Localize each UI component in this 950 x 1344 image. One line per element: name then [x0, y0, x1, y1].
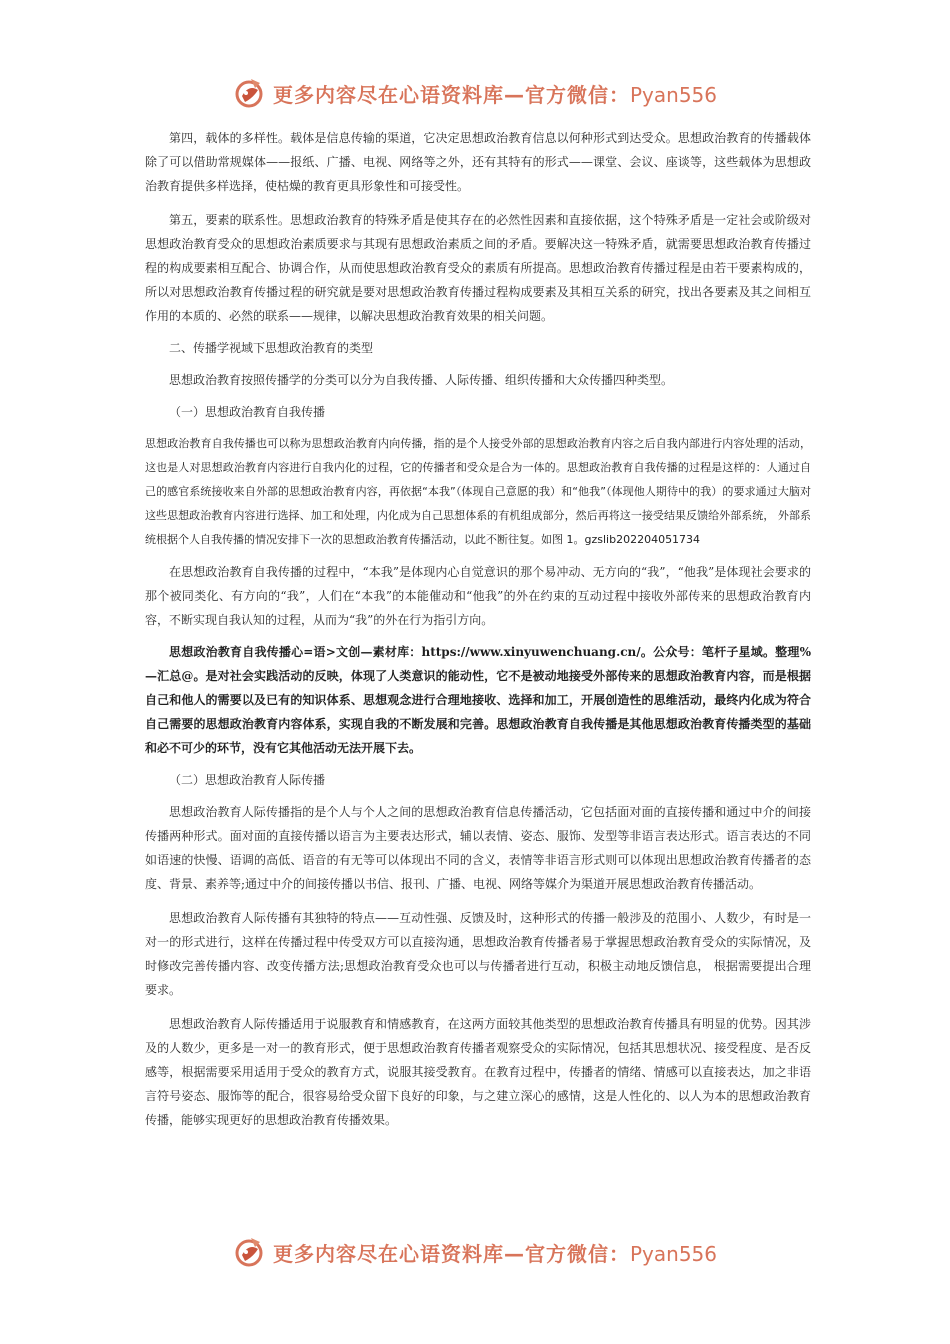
paragraph: 思想政治教育自我传播心=语>文创—素材库：https://www.xinyuwenchuang.cn/。公众号：笔杆子星域。整理%—汇总@。是对社会实践活动的反映，体现了人类意识的能动性，它不是被动地接受外部传来的思想政治教育内容，而是根据自己和他人的需要以及已有的知识体系、思想观念进行合理地接收、选择和加工，开展创造性的思维活动，最终内化成为符合自己需要的思想政治教育内容体系，实现自我的不断发展和完善。思想政治教育自我传播是其他思想政治教育传播类型的基础和必不可少的环节，没有它其他活动无法开展下去。: [145, 645, 811, 755]
banner-text: 更多内容尽在心语资料库—官方微信：Pyan556: [272, 82, 717, 107]
header-banner: [0, 73, 950, 113]
paragraph: 思想政治教育人际传播适用于说服教育和情感教育，在这两方面较其他类型的思想政治教育传播具有明显的优势。因其涉及的人数少，更多是一对一的教育形式，便于思想政治教育传播者观察受众的实际情况，包括其思想状况、接受程度、是否反感等，根据需要采用适用于受众的教育方式，说服其接受教育。在教育过程中，传播者的情绪、情感可以直接表达，加之非语言符号姿态、服饰等的配合，很容易给受众留下良好的印象，与之建立深心的感情，这是人性化的、以人为本的思想政治教育传播，能够实现更好的思想政治教育传播效果。: [145, 1017, 811, 1127]
logo-icon: [233, 76, 267, 110]
paragraph: 第五，要素的联系性。思想政治教育的特殊矛盾是使其存在的必然性因素和直接依据，这个特殊矛盾是一定社会或阶级对思想政治教育受众的思想政治素质要求与其现有思想政治素质之间的矛盾。要解决这一特殊矛盾，就需要思想政治教育传播过程的构成要素相互配合、协调合作，从而使思想政治教育受众的素质有所提高。思想政治教育传播过程是由若干要素构成的，所以对思想政治教育传播过程的研究就是要对思想政治教育传播过程构成要素及其相互关系的研究，找出各要素及其之间相互作用的本质的、必然的联系——规律，以解决思想政治教育效果的相关问题。: [145, 213, 811, 323]
paragraph: 在思想政治教育自我传播的过程中，“本我”是体现内心自觉意识的那个易冲动、无方向的“我”，“他我”是体现社会要求的那个被同类化、有方向的“我”，人们在“本我”的本能催动和“他我”的外在约束的互动过程中接收外部传来的思想政治教育内容，不断实现自我认知的过程，从而为“我”的外在行为指引方向。: [145, 565, 811, 627]
subsection-heading: （一）思想政治教育自我传播: [169, 405, 326, 419]
paragraph: 思想政治教育人际传播有其独特的特点——互动性强、反馈及时，这种形式的传播一般涉及的范围小、人数少，有时是一对一的形式进行，这样在传播过程中传受双方可以直接沟通，思想政治教育传播者易于掌握思想政治教育受众的实际情况，及时修改完善传播内容、改变传播方法;思想政治教育受众也可以与传播者进行互动，积极主动地反馈信息， 根据需要提出合理要求。: [145, 911, 811, 997]
footer-banner: [0, 1232, 950, 1272]
banner-handle: Pyan556: [629, 82, 717, 107]
paragraph: 思想政治教育自我传播也可以称为思想政治教育内向传播，指的是个人接受外部的思想政治教育内容之后自我内部进行内容处理的活动，这也是人对思想政治教育内容进行自我内化的过程，它的传播者和受众是合为一体的。思想政治教育自我传播的过程是这样的：人通过自己的感官系统接收来自外部的思想政治教育内容，再依据“本我”（体现自己意愿的我）和“他我”（体现他人期待中的我）的要求通过大脑对这些思想政治教育内容进行选择、加工和处理，内化成为自己思想体系的有机组成部分，然后再将这一接受结果反馈给外部系统， 外部系统根据个人自我传播的情况安排下一次的思想政治教育传播活动，以此不断往复。如图 1。gzslib202204051734: [145, 437, 811, 546]
subsection-heading: （二）思想政治教育人际传播: [169, 773, 326, 787]
document-body: [145, 126, 811, 1132]
logo-icon: [233, 1235, 267, 1269]
paragraph: 思想政治教育人际传播指的是个人与个人之间的思想政治教育信息传播活动，它包括面对面的直接传播和通过中介的间接传播两种形式。面对面的直接传播以语言为主要表达形式，辅以表情、姿态、服饰、发型等非语言表达形式。语言表达的不同如语速的快慢、语调的高低、语音的有无等可以体现出不同的含义，表情等非语言形式则可以体现出思想政治教育传播者的态度、背景、素养等;通过中介的间接传播以书信、报刊、广播、电视、网络等媒介为渠道开展思想政治教育传播活动。: [145, 805, 811, 891]
section-heading: 二、传播学视域下思想政治教育的类型: [169, 341, 374, 355]
paragraph: 第四，载体的多样性。载体是信息传输的渠道，它决定思想政治教育信息以何种形式到达受众。思想政治教育的传播载体除了可以借助常规媒体——报纸、广播、电视、网络等之外，还有其特有的形式——课堂、会议、座谈等，这些载体为思想政治教育提供多样选择，使枯燥的教育更具形象性和可接受性。: [145, 131, 811, 193]
paragraph: 思想政治教育按照传播学的分类可以分为自我传播、人际传播、组织传播和大众传播四种类型。: [169, 373, 674, 387]
banner-text: 更多内容尽在心语资料库—官方微信：Pyan556: [272, 1241, 717, 1266]
banner-handle: Pyan556: [629, 1241, 717, 1266]
